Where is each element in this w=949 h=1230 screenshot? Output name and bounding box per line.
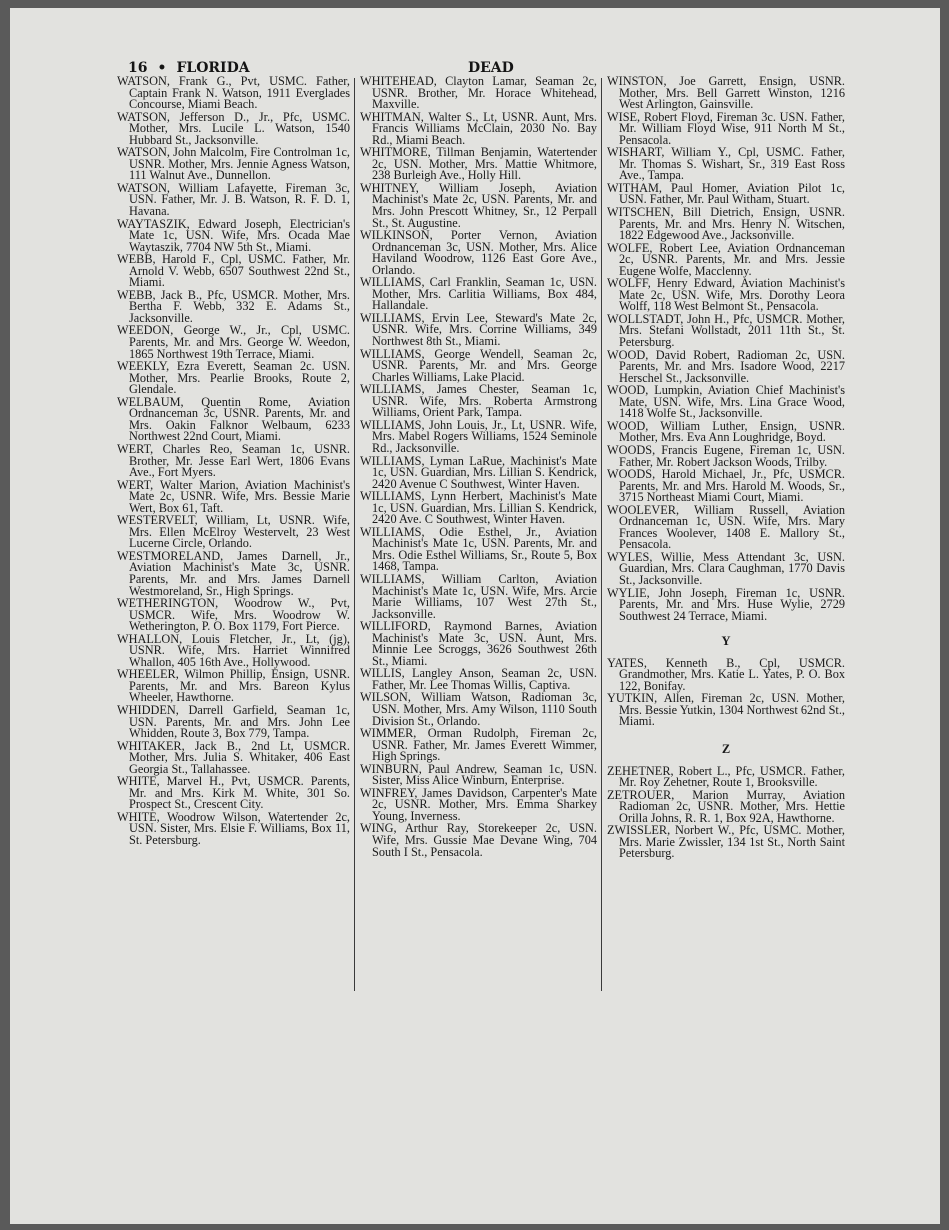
casualty-entry: WILLIFORD, Raymond Barnes, Aviation Machinist's Mate 3c, USN. Aunt, Mrs. Minnie Lee Scroggs, 3626 Southwest 26th St., Miami. [360,619,597,668]
casualty-entry: WOLFE, Robert Lee, Aviation Ordnanceman 2c, USNR. Parents, Mr. and Mrs. Jessie Eugene Wolfe, Macclenny. [607,240,845,278]
column-2 [360,76,597,859]
casualty-entry: ZETROUER, Marion Murray, Aviation Radioman 2c, USNR. Mother, Mrs. Hettie Orilla Johns, R. R. 1, Box 92A, Hawthorne. [607,787,845,825]
casualty-entry: WETHERINGTON, Woodrow W., Pvt, USMCR. Wife, Mrs. Woodrow W. Wetherington, P. O. Box 1179, Fort Pierce. [117,596,350,634]
casualty-entry: WESTERVELT, William, Lt, USNR. Wife, Mrs. Ellen McElroy Westervelt, 23 West Lucerne Circle, Orlando. [117,513,350,551]
casualty-entry: WEBB, Jack B., Pfc, USMCR. Mother, Mrs. Bertha F. Webb, 332 E. Adams St., Jacksonville. [117,287,350,325]
casualty-entry: WILLIAMS, Ervin Lee, Steward's Mate 2c, USNR. Wife, Mrs. Corrine Williams, 349 Northwest 8th St., Miami. [360,310,597,349]
casualty-entry: WELBAUM, Quentin Rome, Aviation Ordnanceman 3c, USNR. Parents, Mr. and Mrs. Oakin Falknor Welbaum, 6233 Northwest 22nd Court, Miami. [117,394,350,444]
casualty-entry: WYLIE, John Joseph, Fireman 1c, USNR. Parents, Mr. and Mrs. Huse Wylie, 2729 Southwest 24 Terrace, Miami. [607,585,845,623]
column-divider [601,78,602,991]
casualty-entry: WEEDON, George W., Jr., Cpl, USMC. Parents, Mr. and Mrs. George W. Weedon, 1865 Northwest 19th Terrace, Miami. [117,323,350,361]
casualty-entry: WERT, Charles Reo, Seaman 1c, USNR. Brother, Mr. Jesse Earl Wert, 1806 Evans Ave., Fort Myers. [117,441,350,480]
casualty-entry: WEEKLY, Ezra Everett, Seaman 2c. USN. Mother, Mrs. Pearlie Brooks, Route 2, Glendale. [117,359,350,397]
header-bullet: • [157,60,167,76]
page-number: 16 [128,60,148,76]
casualty-entry: WHIDDEN, Darrell Garfield, Seaman 1c, USN. Parents, Mr. and Mrs. John Lee Whidden, Route 3, Box 779, Tampa. [117,702,350,741]
casualty-entry: WILLIAMS, Carl Franklin, Seaman 1c, USN. Mother, Mrs. Carlitia Williams, Box 484, Hallandale. [360,275,597,313]
casualty-entry: WINFREY, James Davidson, Carpenter's Mate 2c, USNR. Mother, Mrs. Emma Sharkey Young, Inverness. [360,785,597,823]
section-letter: Z [721,741,731,756]
column-divider [354,78,355,991]
casualty-entry: WILLIAMS, Lyman LaRue, Machinist's Mate 1c, USN. Guardian, Mrs. Lillian S. Kendrick, 2420 Avenue C Southwest, Winter Haven. [360,453,597,491]
casualty-entry: WOODS, Harold Michael, Jr., Pfc, USMCR. Parents, Mr. and Mrs. Harold M. Woods, Sr., 3715 Northeast Miami Court, Miami. [607,467,845,505]
casualty-entry: YATES, Kenneth B., Cpl, USMCR. Grandmother, Mrs. Katie L. Yates, P. O. Box 122, Bonifay. [607,655,845,693]
casualty-entry: WOOLEVER, William Russell, Aviation Ordnanceman 1c, USN. Wife, Mrs. Mary Frances Woolever, 1408 E. Mallory St., Pensacola. [607,502,845,552]
casualty-entry: WILLIAMS, William Carlton, Aviation Machinist's Mate 1c, USN. Wife, Mrs. Arcie Marie Williams, 107 West 27th St., Jacksonville. [360,571,597,621]
casualty-entry: WHITE, Woodrow Wilson, Watertender 2c, USN. Sister, Mrs. Elsie F. Williams, Box 11, St. Petersburg. [117,809,350,847]
casualty-entry: WHITEHEAD, Clayton Lamar, Seaman 2c, USNR. Brother, Mr. Horace Whitehead, Maxville. [360,74,597,112]
casualty-entry: YUTKIN, Allen, Fireman 2c, USN. Mother, Mrs. Bessie Yutkin, 1304 Northwest 62nd St., Miami. [607,691,845,729]
casualty-entry: WILKINSON, Porter Vernon, Aviation Ordnanceman 3c, USN. Mother, Mrs. Alice Haviland Woodrow, 1126 East Gore Ave., Orlando. [360,228,597,277]
casualty-entry: WAYTASZIK, Edward Joseph, Electrician's Mate 1c, USN. Wife, Mrs. Ocada Mae Waytaszik, 7704 NW 5th St., Miami. [117,216,350,254]
casualty-entry: WHITNEY, William Joseph, Aviation Machinist's Mate 2c, USN. Parents, Mr. and Mrs. John Prescott Whitney, Sr., 12 Perpall St., St. Augustine. [360,180,597,230]
casualty-entry: WATSON, William Lafayette, Fireman 3c, USN. Father, Mr. J. B. Watson, R. F. D. 1, Havana. [117,180,350,219]
casualty-entry: WOOD, William Luther, Ensign, USNR. Mother, Mrs. Eva Ann Loughridge, Boyd. [607,418,845,445]
casualty-entry: WATSON, Frank G., Pvt, USMC. Father, Captain Frank N. Watson, 1911 Everglades Concourse, Miami Beach. [117,74,350,112]
column-3 [607,76,845,861]
casualty-entry: WIMMER, Orman Rudolph, Fireman 2c, USNR. Father, Mr. James Everett Wimmer, High Springs. [360,726,597,764]
casualty-entry: ZEHETNER, Robert L., Pfc, USMCR. Father, Mr. Roy Zehetner, Route 1, Brooksville. [607,763,845,790]
casualty-entry: WHALLON, Louis Fletcher, Jr., Lt, (jg), USNR. Wife, Mrs. Harriet Winnifred Whallon, 405 16th Ave., Hollywood. [117,631,350,669]
casualty-entry: WOLFF, Henry Edward, Aviation Machinist's Mate 2c, USN. Wife, Mrs. Dorothy Leora Wolff, 118 West Belmont St., Pensacola. [607,276,845,314]
casualty-entry: WILLIS, Langley Anson, Seaman 2c, USN. Father, Mr. Lee Thomas Willis, Captiva. [360,666,597,692]
casualty-entry: WILLIAMS, John Louis, Jr., Lt, USNR. Wife, Mrs. Mabel Rogers Williams, 1524 Seminole Rd., Jacksonville. [360,417,597,455]
casualty-entry: WITSCHEN, Bill Dietrich, Ensign, USNR. Parents, Mr. and Mrs. Henry N. Witschen, 1822 Edgewood Ave., Jacksonville. [607,205,845,243]
casualty-entry: WILLIAMS, Odie Esthel, Jr., Aviation Machinist's Mate 1c, USN. Parents, Mr. and Mrs. Odie Esthel Williams, Sr., Route 5, Box 1468, Tampa. [360,524,597,574]
state-name: FLORIDA [176,60,250,76]
column-1 [117,76,350,848]
casualty-entry: WEBB, Harold F., Cpl, USMC. Father, Mr. Arnold V. Webb, 6507 Southwest 22nd St., Miami. [117,252,350,290]
casualty-entry: WILSON, William Watson, Radioman 3c, USN. Mother, Mrs. Amy Wilson, 1110 South Division St., Orlando. [360,690,597,728]
casualty-entry: WISHART, William Y., Cpl, USMC. Father, Mr. Thomas S. Wishart, Sr., 319 East Ross Ave., Tampa. [607,145,845,183]
casualty-entry: WHITMAN, Walter S., Lt, USNR. Aunt, Mrs. Francis Williams McClain, 2030 No. Bay Rd., Miami Beach. [360,109,597,147]
casualty-entry: ZWISSLER, Norbert W., Pfc, USMC. Mother, Mrs. Marie Zwissler, 134 1st St., North Saint Petersburg. [607,823,845,861]
casualty-entry: WILLIAMS, Lynn Herbert, Machinist's Mate 1c, USN. Guardian, Mrs. Lillian S. Kendrick, 2420 Ave. C Southwest, Winter Haven. [360,489,597,527]
casualty-entry: WATSON, John Malcolm, Fire Controlman 1c, USNR. Mother, Mrs. Jennie Agness Watson, 111 Walnut Ave., Dunnellon. [117,145,350,183]
casualty-entry: WESTMORELAND, James Darnell, Jr., Aviation Machinist's Mate 3c, USNR. Parents, Mr. and Mrs. James Darnell Westmoreland, Sr., High Springs. [117,548,350,598]
casualty-entry: WINBURN, Paul Andrew, Seaman 1c, USN. Sister, Miss Alice Winburn, Enterprise. [360,761,597,788]
casualty-entry: WOODS, Francis Eugene, Fireman 1c, USN. Father, Mr. Robert Jackson Woods, Trilby. [607,442,845,469]
casualty-entry: WHITAKER, Jack B., 2nd Lt, USMCR. Mother, Mrs. Julia S. Whitaker, 406 East Georgia St., Tallahassee. [117,738,350,776]
casualty-entry: WYLES, Willie, Mess Attendant 3c, USN. Guardian, Mrs. Clara Caughman, 1770 Davis St., Jacksonville. [607,549,845,587]
casualty-entry: WOOD, Lumpkin, Aviation Chief Machinist's Mate, USN. Wife, Mrs. Lina Grace Wood, 1418 Wolfe St., Jacksonville. [607,383,845,421]
casualty-entry: WING, Arthur Ray, Storekeeper 2c, USN. Wife, Mrs. Gussie Mae Devane Wing, 704 South I St., Pensacola. [360,821,597,859]
casualty-entry: WOOD, David Robert, Radioman 2c, USN. Parents, Mr. and Mrs. Isadore Wood, 2217 Herschel St., Jacksonville. [607,347,845,385]
casualty-entry: WATSON, Jefferson D., Jr., Pfc, USMC. Mother, Mrs. Lucile L. Watson, 1540 Hubbard St., Jacksonville. [117,109,350,147]
casualty-entry: WISE, Robert Floyd, Fireman 3c. USN. Father, Mr. William Floyd Wise, 911 North M St., Pensacola. [607,109,845,147]
casualty-entry: WILLIAMS, George Wendell, Seaman 2c, USNR. Parents, Mr. and Mrs. George Charles Williams, Lake Placid. [360,346,597,384]
casualty-entry: WHITE, Marvel H., Pvt, USMCR. Parents, Mr. and Mrs. Kirk M. White, 301 So. Prospect St., Crescent City. [117,774,350,812]
casualty-entry: WHITMORE, Tillman Benjamin, Watertender 2c, USN. Mother, Mrs. Mattie Whitmore, 238 Burleigh Ave., Holly Hill. [360,145,597,183]
section-letter: Y [721,634,731,649]
casualty-entry: WINSTON, Joe Garrett, Ensign, USNR. Mother, Mrs. Bell Garrett Winston, 1216 West Arlington, Gainsville. [607,74,845,112]
section-title: DEAD [468,60,514,76]
casualty-entry: WOLLSTADT, John H., Pfc, USMCR. Mother, Mrs. Stefani Wollstadt, 2011 11th St., St. Petersburg. [607,311,845,350]
casualty-entry: WILLIAMS, James Chester, Seaman 1c, USNR. Wife, Mrs. Roberta Armstrong Williams, Orient Park, Tampa. [360,382,597,420]
casualty-entry: WITHAM, Paul Homer, Aviation Pilot 1c, USN. Father, Mr. Paul Witham, Stuart. [607,180,845,207]
casualty-entry: WERT, Walter Marion, Aviation Machinist's Mate 2c, USNR. Wife, Mrs. Bessie Marie Wert, Box 61, Taft. [117,477,350,515]
casualty-entry: WHEELER, Wilmon Phillip, Ensign, USNR. Parents, Mr. and Mrs. Bareon Kylus Wheeler, Hawthorne. [117,667,350,705]
